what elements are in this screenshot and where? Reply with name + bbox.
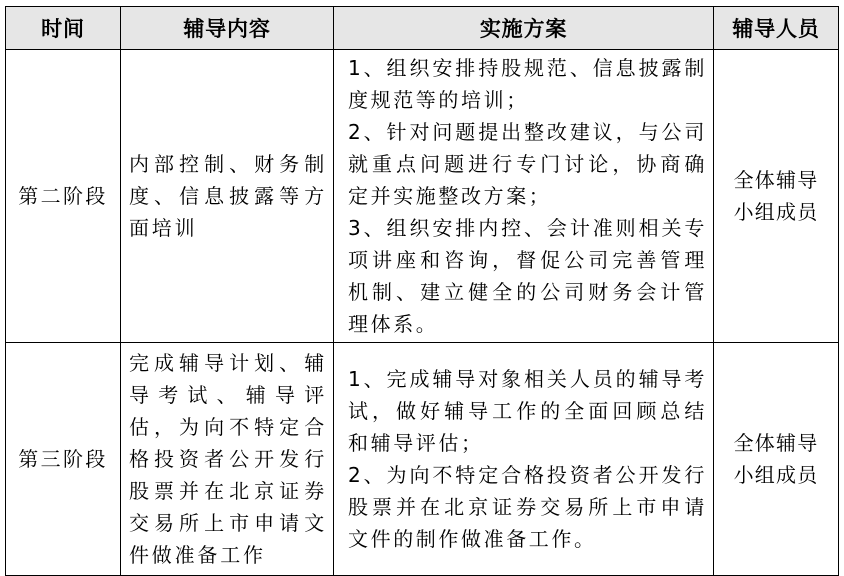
people-line: 小组成员: [733, 200, 819, 224]
content-cell: 内部控制、财务制度、信息披露等方面培训: [121, 50, 334, 343]
plan-item: 2、针对问题提出整改建议，与公司就重点问题进行专门讨论，协商确定并实施整改方案；: [348, 120, 707, 208]
stage-cell: 第三阶段: [6, 343, 121, 576]
table-row: [6, 50, 839, 343]
header-content: 辅导内容: [121, 7, 334, 50]
plan-item: 1、完成辅导对象相关人员的辅导考试，做好辅导工作的全面回顾总结和辅导评估；: [348, 367, 707, 455]
header-time: 时间: [6, 7, 121, 50]
content-cell: 完成辅导计划、辅导考试、辅导评估，为向不特定合格投资者公开发行股票并在北京证券交易所上市申请文件做准备工作: [121, 343, 334, 576]
header-people: 辅导人员: [714, 7, 839, 50]
plan-item: 2、为向不特定合格投资者公开发行股票并在北京证券交易所上市申请文件的制作做准备工作。: [348, 463, 707, 551]
people-cell: [714, 50, 839, 343]
header-plan: 实施方案: [334, 7, 714, 50]
plan-item: 3、组织安排内控、会计准则相关专项讲座和咨询，督促公司完善管理机制、建立健全的公司财务会计管理体系。: [348, 216, 707, 336]
people-line: 全体辅导: [733, 168, 819, 192]
people-line: 小组成员: [733, 463, 819, 487]
people-cell: [714, 343, 839, 576]
tutoring-schedule-table: [5, 6, 839, 576]
plan-cell: [334, 50, 714, 343]
stage-cell: 第二阶段: [6, 50, 121, 343]
table-row: [6, 343, 839, 576]
plan-cell: [334, 343, 714, 576]
header-row: [6, 7, 839, 50]
plan-item: 1、组织安排持股规范、信息披露制度规范等的培训；: [348, 56, 707, 112]
people-line: 全体辅导: [733, 431, 819, 455]
